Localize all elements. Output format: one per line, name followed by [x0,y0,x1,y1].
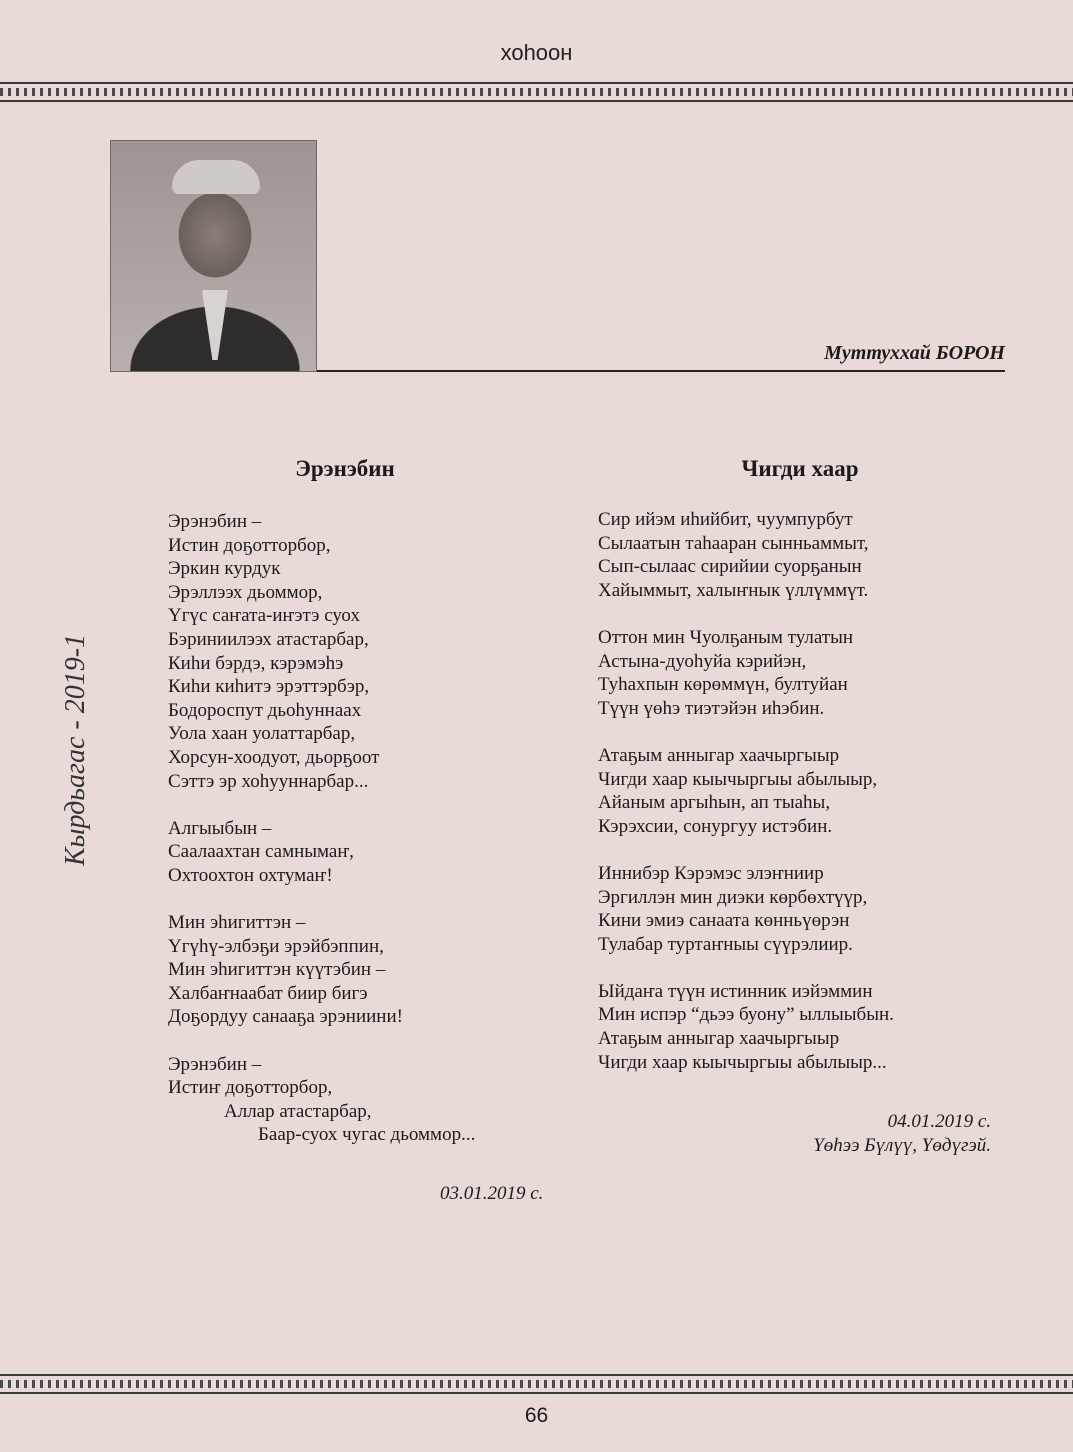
poem-line: Эрэллээх дьоммор, [168,581,323,603]
poem-line: Аллар атастарбар, [224,1100,372,1122]
poem-line: Айаным аргыһын, ап тыаһы, [598,792,831,814]
poem1-title: Эрэнэбин [295,456,395,481]
poem2-title: Чигди хаар [741,456,859,481]
ornament-band-top [0,82,1073,102]
poem-line: Атаҕым анныгар хаачыргыыр [598,1028,840,1050]
poem-line: Түүн үөһэ тиэтэйэн иһэбин. [598,697,825,719]
poem-line: Мин испэр “дьээ буону” ыллыыбын. [598,1004,894,1026]
poem2-date: 04.01.2019 с. [887,1111,991,1132]
photo-hair [172,160,260,194]
poem-line: Ыйдаҥа түүн истинник иэйэммин [598,980,873,1002]
poem-line: Оттон мин Чуолҕаным тулатын [598,626,854,648]
poem-line: Сэттэ эр хоһууннарбар... [168,770,369,792]
poem-line: Киһи бэрдэ, кэрэмэһэ [168,652,344,674]
poem-line: Үгүс саҥата-иҥэтэ суох [168,605,360,627]
poem-line: Охтоохтон охтумаҥ! [168,864,333,886]
poem-line: Истиҥ доҕотторбор, [168,1077,333,1099]
poem2-place: Үөһээ Бүлүү, Үөдүгэй. [813,1135,991,1156]
ornament-band-bottom [0,1374,1073,1394]
poem-line: Кэрэхсии, сонургуу истэбин. [598,815,833,837]
poem-line: Туһахпын көрөммүн, бултуйан [598,674,848,696]
author-name: Муттуххай БОРОН [824,342,1005,364]
poem2-body [598,508,998,1074]
poem-line: Халбаҥнаабат биир бигэ [168,982,368,1004]
page-number: 66 [524,1404,549,1427]
poem2-signature [813,1110,991,1158]
poem-line: Доҕордуу санааҕа эрэниини! [168,1006,403,1028]
poem-line: Атаҕым анныгар хаачыргыыр [598,744,840,766]
poem-line: Кини эмиэ санаата көнньүөрэн [598,910,850,932]
poem-line: Саалаахтан самнымаҥ, [168,841,354,863]
poem-line: Истин доҕотторбор, [168,534,331,556]
side-label-text: Кырдьагас - 2019-1 [60,633,91,867]
poem-line: Эргиллэн мин диэки көрбөхтүүр, [598,886,868,908]
poem-line: Хайыммыт, халыҥнык үллүммүт. [598,579,869,601]
poem-line: Бэриниилээх атастарбар, [168,628,369,650]
poem1-body [168,510,548,1147]
poem-line: Бодороспут дьоһуннаах [168,699,362,721]
author-rule [317,370,1005,372]
section-header: хоhоон [500,40,573,65]
side-label [56,630,96,870]
poem-line: Эрэнэбин – [168,1053,262,1075]
poem-line: Чигди хаар кыычыргыы абылыыр, [598,768,878,790]
poem-line: Баар-суох чугас дьоммор... [258,1124,476,1146]
photo-shirt [202,290,228,360]
poem-line: Мин эһигиттэн күүтэбин – [168,959,386,981]
poem-line: Киһи киһитэ эрэттэрбэр, [168,676,370,698]
poem1-date: 03.01.2019 с. [440,1183,544,1204]
poem-line: Сылаатын таһааран сынньаммыт, [598,532,869,554]
poem-line: Эрэнэбин – [168,511,262,532]
poem-line: Уола хаан уолаттарбар, [168,723,356,745]
poem-line: Сир ийэм иһийбит, чуумпурбут [598,509,853,530]
poem-line: Астына-дуоһуйа кэрийэн, [598,650,807,672]
poem-line: Иннибэр Кэрэмэс элэҥниир [598,862,824,884]
author-photo [110,140,317,372]
poem-line: Үгүһү-элбэҕи эрэйбэппин, [168,935,384,957]
poem-line: Чигди хаар кыычыргыы абылыыр... [598,1051,887,1073]
poem-line: Эркин курдук [168,558,281,580]
poem-line: Хорсун-хоодуот, дьорҕоот [168,746,380,768]
poem-line: Алгыыбын – [168,817,272,839]
poem-line: Сып-сылаас сирийии суорҕанын [598,556,862,578]
poem-line: Мин эһигиттэн – [168,912,306,934]
poem-line: Тулабар туртаҥныы сүүрэлиир. [598,933,853,955]
